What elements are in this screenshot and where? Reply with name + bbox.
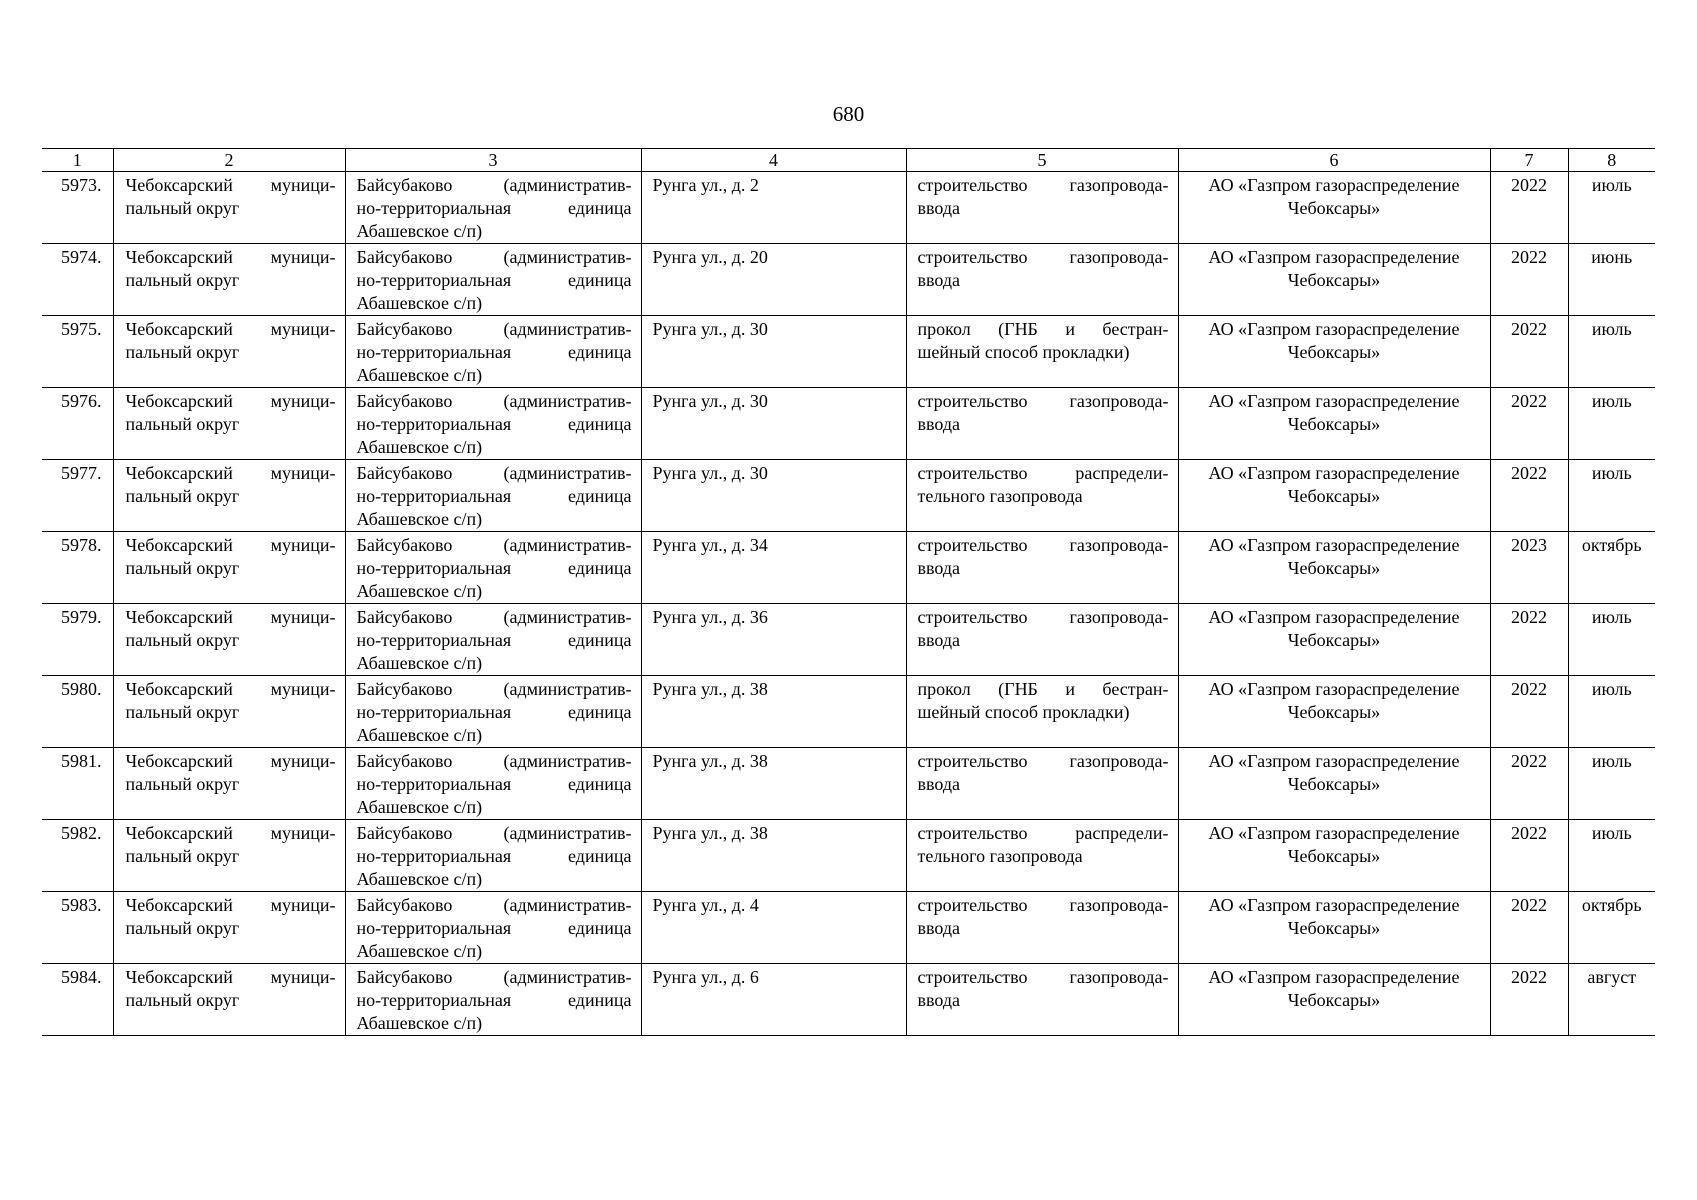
district-cell (113, 964, 345, 1036)
locality-line: но-территориальная единица (356, 774, 632, 794)
address-cell: Рунга ул., д. 36 (641, 604, 906, 676)
work-type-line: ввода (917, 558, 961, 578)
table-row (42, 172, 1655, 244)
organization-line: Чебоксары» (1287, 702, 1381, 722)
organization-cell (1178, 748, 1490, 820)
address-cell: Рунга ул., д. 2 (641, 172, 906, 244)
address-cell: Рунга ул., д. 30 (641, 388, 906, 460)
district-line: Чебоксарский муници- (125, 463, 336, 483)
locality-line: но-территориальная единица (356, 918, 632, 938)
district-line: Чебоксарский муници- (125, 967, 336, 987)
organization-line: Чебоксары» (1287, 990, 1381, 1010)
organization-cell (1178, 604, 1490, 676)
work-type-line: строительство газопровода- (917, 247, 1169, 267)
organization-line: Чебоксары» (1287, 198, 1381, 218)
locality-cell (345, 460, 641, 532)
district-cell (113, 460, 345, 532)
work-type-cell (906, 532, 1178, 604)
work-type-cell (906, 316, 1178, 388)
organization-cell (1178, 388, 1490, 460)
work-type-line: ввода (917, 990, 961, 1010)
page-number: 680 (832, 102, 865, 126)
district-line: пальный округ (125, 990, 240, 1010)
locality-line: Байсубаково (административ- (356, 751, 632, 771)
locality-line: но-территориальная единица (356, 198, 632, 218)
organization-line: АО «Газпром газораспределение (1208, 895, 1460, 915)
row-number: 5975. (42, 316, 113, 388)
locality-line: но-территориальная единица (356, 702, 632, 722)
row-number: 5981. (42, 748, 113, 820)
organization-cell (1178, 964, 1490, 1036)
work-type-cell (906, 676, 1178, 748)
address-cell: Рунга ул., д. 20 (641, 244, 906, 316)
locality-line: но-территориальная единица (356, 414, 632, 434)
locality-line: Байсубаково (административ- (356, 823, 632, 843)
work-type-cell (906, 172, 1178, 244)
organization-line: Чебоксары» (1287, 270, 1381, 290)
row-number: 5977. (42, 460, 113, 532)
row-number: 5980. (42, 676, 113, 748)
month-cell: июль (1568, 820, 1655, 892)
district-line: Чебоксарский муници- (125, 391, 336, 411)
row-number: 5976. (42, 388, 113, 460)
table-row (42, 316, 1655, 388)
locality-cell (345, 316, 641, 388)
table-row (42, 676, 1655, 748)
address-cell: Рунга ул., д. 38 (641, 676, 906, 748)
year-cell: 2022 (1490, 820, 1568, 892)
work-type-line: строительство газопровода- (917, 967, 1169, 987)
address-cell: Рунга ул., д. 38 (641, 820, 906, 892)
locality-line: Байсубаково (административ- (356, 535, 632, 555)
locality-line: Абашевское с/п) (356, 797, 483, 817)
header-col-5: 5 (906, 149, 1178, 172)
district-line: Чебоксарский муници- (125, 535, 336, 555)
district-cell (113, 316, 345, 388)
year-cell: 2022 (1490, 172, 1568, 244)
district-cell (113, 604, 345, 676)
district-cell (113, 820, 345, 892)
district-line: пальный округ (125, 558, 240, 578)
table-body (42, 172, 1655, 1036)
locality-line: но-территориальная единица (356, 846, 632, 866)
locality-line: но-территориальная единица (356, 630, 632, 650)
district-cell (113, 748, 345, 820)
table-row (42, 388, 1655, 460)
district-line: пальный округ (125, 198, 240, 218)
address-cell: Рунга ул., д. 30 (641, 316, 906, 388)
locality-line: Байсубаково (административ- (356, 895, 632, 915)
work-type-line: строительство газопровода- (917, 751, 1169, 771)
row-number: 5983. (42, 892, 113, 964)
district-cell (113, 172, 345, 244)
district-line: Чебоксарский муници- (125, 751, 336, 771)
locality-line: Абашевское с/п) (356, 365, 483, 385)
district-line: Чебоксарский муници- (125, 895, 336, 915)
locality-line: Байсубаково (административ- (356, 607, 632, 627)
work-type-line: тельного газопровода (917, 846, 1083, 866)
year-cell: 2022 (1490, 604, 1568, 676)
year-cell: 2022 (1490, 316, 1568, 388)
work-type-line: строительство газопровода- (917, 607, 1169, 627)
organization-line: Чебоксары» (1287, 486, 1381, 506)
work-type-cell (906, 388, 1178, 460)
address-cell: Рунга ул., д. 34 (641, 532, 906, 604)
locality-line: Абашевское с/п) (356, 941, 483, 961)
district-line: пальный округ (125, 774, 240, 794)
table-row (42, 748, 1655, 820)
work-type-cell (906, 604, 1178, 676)
year-cell: 2022 (1490, 676, 1568, 748)
month-cell: июль (1568, 748, 1655, 820)
district-line: пальный округ (125, 918, 240, 938)
locality-line: но-территориальная единица (356, 342, 632, 362)
work-type-line: прокол (ГНБ и бестран- (917, 679, 1169, 699)
organization-line: АО «Газпром газораспределение (1208, 823, 1460, 843)
work-type-line: тельного газопровода (917, 486, 1083, 506)
organization-line: АО «Газпром газораспределение (1208, 679, 1460, 699)
locality-line: Байсубаково (административ- (356, 247, 632, 267)
month-cell: июль (1568, 316, 1655, 388)
organization-line: Чебоксары» (1287, 774, 1381, 794)
work-type-cell (906, 820, 1178, 892)
locality-cell (345, 820, 641, 892)
district-line: Чебоксарский муници- (125, 607, 336, 627)
locality-line: Абашевское с/п) (356, 653, 483, 673)
row-number: 5984. (42, 964, 113, 1036)
district-line: Чебоксарский муници- (125, 175, 336, 195)
locality-line: но-территориальная единица (356, 486, 632, 506)
locality-cell (345, 388, 641, 460)
month-cell: июнь (1568, 244, 1655, 316)
row-number: 5974. (42, 244, 113, 316)
year-cell: 2022 (1490, 460, 1568, 532)
work-type-line: строительство распредели- (917, 463, 1169, 483)
organization-cell (1178, 244, 1490, 316)
locality-cell (345, 676, 641, 748)
locality-line: Байсубаково (административ- (356, 391, 632, 411)
address-cell: Рунга ул., д. 6 (641, 964, 906, 1036)
organization-line: Чебоксары» (1287, 558, 1381, 578)
table-row (42, 964, 1655, 1036)
district-cell (113, 892, 345, 964)
locality-line: но-территориальная единица (356, 558, 632, 578)
organization-cell (1178, 460, 1490, 532)
district-line: пальный округ (125, 270, 240, 290)
work-type-line: строительство газопровода- (917, 391, 1169, 411)
row-number: 5982. (42, 820, 113, 892)
organization-line: АО «Газпром газораспределение (1208, 319, 1460, 339)
month-cell: октябрь (1568, 532, 1655, 604)
locality-cell (345, 748, 641, 820)
locality-cell (345, 604, 641, 676)
month-cell: июль (1568, 388, 1655, 460)
header-row (42, 149, 1655, 172)
work-type-cell (906, 460, 1178, 532)
organization-line: АО «Газпром газораспределение (1208, 535, 1460, 555)
district-line: пальный округ (125, 702, 240, 722)
organization-line: Чебоксары» (1287, 630, 1381, 650)
work-type-cell (906, 964, 1178, 1036)
row-number: 5979. (42, 604, 113, 676)
organization-line: Чебоксары» (1287, 918, 1381, 938)
locality-line: Абашевское с/п) (356, 437, 483, 457)
work-type-cell (906, 244, 1178, 316)
work-type-cell (906, 748, 1178, 820)
organization-cell (1178, 172, 1490, 244)
locality-cell (345, 532, 641, 604)
district-cell (113, 388, 345, 460)
work-type-line: ввода (917, 198, 961, 218)
district-line: Чебоксарский муници- (125, 823, 336, 843)
organization-line: АО «Газпром газораспределение (1208, 175, 1460, 195)
locality-line: Абашевское с/п) (356, 581, 483, 601)
work-type-line: строительство газопровода- (917, 175, 1169, 195)
locality-line: но-территориальная единица (356, 990, 632, 1010)
organization-cell (1178, 676, 1490, 748)
address-cell: Рунга ул., д. 4 (641, 892, 906, 964)
work-type-line: шейный способ прокладки) (917, 702, 1130, 722)
year-cell: 2022 (1490, 964, 1568, 1036)
district-line: пальный округ (125, 414, 240, 434)
locality-line: Байсубаково (административ- (356, 967, 632, 987)
work-type-line: строительство распредели- (917, 823, 1169, 843)
organization-cell (1178, 820, 1490, 892)
work-type-line: ввода (917, 630, 961, 650)
table-header (42, 149, 1655, 172)
locality-line: Абашевское с/п) (356, 1013, 483, 1033)
row-number: 5973. (42, 172, 113, 244)
table-row (42, 244, 1655, 316)
work-type-line: строительство газопровода- (917, 535, 1169, 555)
district-line: Чебоксарский муници- (125, 247, 336, 267)
locality-line: Байсубаково (административ- (356, 679, 632, 699)
organization-line: АО «Газпром газораспределение (1208, 607, 1460, 627)
district-cell (113, 676, 345, 748)
district-line: пальный округ (125, 846, 240, 866)
district-line: пальный округ (125, 486, 240, 506)
locality-cell (345, 892, 641, 964)
table-row (42, 892, 1655, 964)
locality-line: Абашевское с/п) (356, 293, 483, 313)
address-cell: Рунга ул., д. 38 (641, 748, 906, 820)
organization-line: Чебоксары» (1287, 414, 1381, 434)
locality-line: Байсубаково (административ- (356, 319, 632, 339)
work-type-line: строительство газопровода- (917, 895, 1169, 915)
header-col-7: 7 (1490, 149, 1568, 172)
month-cell: июль (1568, 172, 1655, 244)
month-cell: октябрь (1568, 892, 1655, 964)
locality-cell (345, 244, 641, 316)
locality-line: Абашевское с/п) (356, 509, 483, 529)
header-col-6: 6 (1178, 149, 1490, 172)
work-type-cell (906, 892, 1178, 964)
organization-cell (1178, 892, 1490, 964)
table-row (42, 460, 1655, 532)
year-cell: 2023 (1490, 532, 1568, 604)
table-row (42, 604, 1655, 676)
header-col-2: 2 (113, 149, 345, 172)
year-cell: 2022 (1490, 388, 1568, 460)
month-cell: август (1568, 964, 1655, 1036)
month-cell: июль (1568, 676, 1655, 748)
district-line: пальный округ (125, 342, 240, 362)
organization-line: АО «Газпром газораспределение (1208, 463, 1460, 483)
register-table (42, 148, 1655, 1036)
organization-cell (1178, 532, 1490, 604)
district-line: пальный округ (125, 630, 240, 650)
organization-line: АО «Газпром газораспределение (1208, 967, 1460, 987)
locality-line: Абашевское с/п) (356, 725, 483, 745)
work-type-line: ввода (917, 270, 961, 290)
locality-cell (345, 964, 641, 1036)
locality-line: но-территориальная единица (356, 270, 632, 290)
header-col-4: 4 (641, 149, 906, 172)
organization-line: Чебоксары» (1287, 342, 1381, 362)
table-row (42, 820, 1655, 892)
organization-line: АО «Газпром газораспределение (1208, 247, 1460, 267)
district-line: Чебоксарский муници- (125, 319, 336, 339)
header-col-3: 3 (345, 149, 641, 172)
header-col-1: 1 (42, 149, 113, 172)
organization-line: Чебоксары» (1287, 846, 1381, 866)
year-cell: 2022 (1490, 892, 1568, 964)
month-cell: июль (1568, 460, 1655, 532)
year-cell: 2022 (1490, 748, 1568, 820)
organization-line: АО «Газпром газораспределение (1208, 751, 1460, 771)
work-type-line: ввода (917, 774, 961, 794)
locality-line: Абашевское с/п) (356, 869, 483, 889)
work-type-line: прокол (ГНБ и бестран- (917, 319, 1169, 339)
locality-cell (345, 172, 641, 244)
month-cell: июль (1568, 604, 1655, 676)
locality-line: Абашевское с/п) (356, 221, 483, 241)
work-type-line: шейный способ прокладки) (917, 342, 1130, 362)
work-type-line: ввода (917, 414, 961, 434)
header-col-8: 8 (1568, 149, 1655, 172)
organization-cell (1178, 316, 1490, 388)
district-cell (113, 244, 345, 316)
district-line: Чебоксарский муници- (125, 679, 336, 699)
row-number: 5978. (42, 532, 113, 604)
address-cell: Рунга ул., д. 30 (641, 460, 906, 532)
locality-line: Байсубаково (административ- (356, 175, 632, 195)
table-row (42, 532, 1655, 604)
locality-line: Байсубаково (административ- (356, 463, 632, 483)
district-cell (113, 532, 345, 604)
work-type-line: ввода (917, 918, 961, 938)
organization-line: АО «Газпром газораспределение (1208, 391, 1460, 411)
year-cell: 2022 (1490, 244, 1568, 316)
